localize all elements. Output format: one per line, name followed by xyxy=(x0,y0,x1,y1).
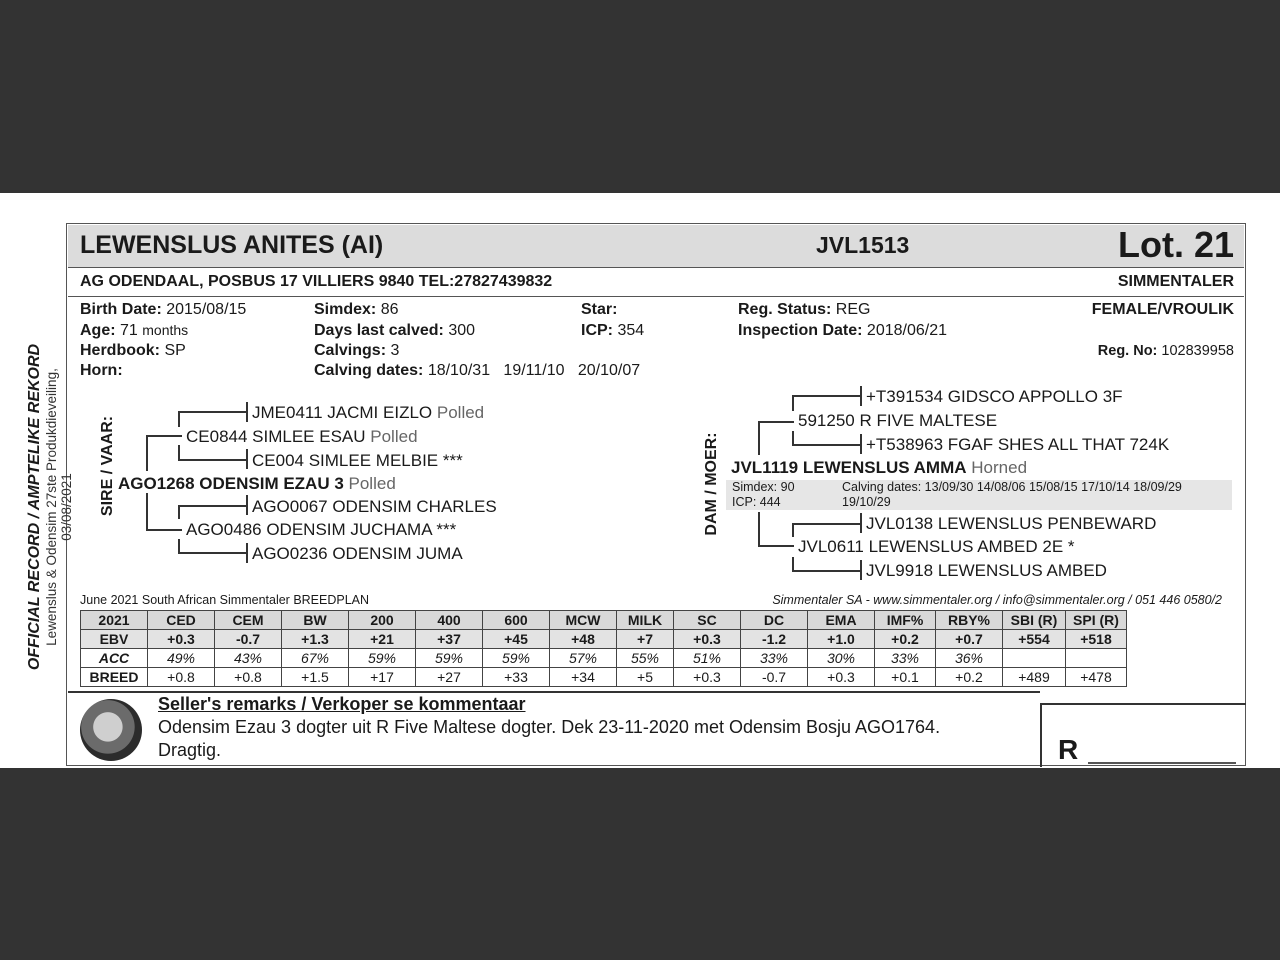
header-cell: 2021 xyxy=(81,611,148,630)
dam-icp: ICP: 444 xyxy=(732,495,781,509)
simdex: Simdex: 86 xyxy=(314,301,399,318)
header-cell: 200 xyxy=(349,611,416,630)
calvings: Calvings: 3 xyxy=(314,342,400,359)
pedigree-line xyxy=(146,435,182,437)
reg-status: Reg. Status: REG xyxy=(738,301,871,318)
dam-dam: JVL0611 LEWENSLUS AMBED 2E * xyxy=(798,537,1075,556)
ebv-cell: +0.3 xyxy=(148,630,215,649)
ebv-cell: +37 xyxy=(416,630,483,649)
acc-cell: 43% xyxy=(215,649,282,668)
pedigree-line xyxy=(792,431,794,445)
pedigree-line xyxy=(860,560,862,580)
dam-sire-sire: +T391534 GIDSCO APPOLLO 3F xyxy=(866,387,1123,406)
dam-sire: 591250 R FIVE MALTESE xyxy=(798,411,998,430)
lot-number: Lot. 21 xyxy=(1117,224,1234,265)
acc-cell xyxy=(1066,649,1127,668)
ebv-cell: +554 xyxy=(1003,630,1066,649)
header-cell: IMF% xyxy=(875,611,936,630)
age: Age: 71 months xyxy=(80,322,189,339)
acc-cell: 59% xyxy=(483,649,550,668)
breed-cell: +27 xyxy=(416,668,483,687)
breed-cell: +0.1 xyxy=(875,668,936,687)
dam-simdex: Simdex: 90 xyxy=(732,480,795,494)
birth-date: Birth Date: 2015/08/15 xyxy=(80,301,247,318)
acc-cell: 49% xyxy=(148,649,215,668)
pedigree-line xyxy=(792,395,860,397)
header-cell: SBI (R) xyxy=(1003,611,1066,630)
herdbook: Herdbook: SP xyxy=(80,342,186,359)
ebv-cell: +7 xyxy=(617,630,674,649)
sire-dam: AGO0486 ODENSIM JUCHAMA *** xyxy=(186,520,457,539)
reg-number: Reg. No: 102839958 xyxy=(1097,343,1234,359)
side-caption xyxy=(26,337,74,677)
pedigree-line xyxy=(758,545,794,547)
table-row-acc xyxy=(81,649,1127,668)
acc-cell: 33% xyxy=(741,649,808,668)
pedigree-line xyxy=(860,386,862,406)
acc-cell: 67% xyxy=(282,649,349,668)
sire-sire: CE0844 SIMLEE ESAU Polled xyxy=(186,427,418,446)
divider xyxy=(68,691,1040,693)
acc-cell: 55% xyxy=(617,649,674,668)
header-cell: MILK xyxy=(617,611,674,630)
acc-cell: 57% xyxy=(550,649,617,668)
pedigree-line xyxy=(146,493,148,529)
breedplan-caption: June 2021 South African Simmentaler BREEDPLAN xyxy=(80,593,370,607)
breed-cell: BREED xyxy=(81,668,148,687)
header-cell: RBY% xyxy=(936,611,1003,630)
icp: ICP: 354 xyxy=(581,322,645,339)
ebv-cell: +45 xyxy=(483,630,550,649)
pedigree-line xyxy=(146,435,148,471)
breed-cell: +478 xyxy=(1066,668,1127,687)
animal-code: JVL1513 xyxy=(816,232,910,258)
sire: AGO1268 ODENSIM EZAU 3 Polled xyxy=(118,474,396,493)
sale-caption: Lewenslus & Odensim 27ste Produkdieveiling, 03/08/2021 xyxy=(44,368,74,646)
remarks-text-1: Odensim Ezau 3 dogter uit R Five Maltese dogter. Dek 23-11-2020 met Odensim Bosju AGO1764. xyxy=(158,717,941,737)
owner-bar xyxy=(68,268,1244,297)
ebv-cell: +0.3 xyxy=(674,630,741,649)
society-logo-icon xyxy=(80,699,142,761)
lot-card xyxy=(0,193,1280,768)
divider xyxy=(1040,703,1042,767)
pedigree-line xyxy=(246,495,248,515)
price-label: R xyxy=(1058,734,1079,765)
pedigree-line xyxy=(178,459,246,461)
pedigree-line xyxy=(792,395,794,411)
sire-sire-sire: JME0411 JACMI EIZLO Polled xyxy=(252,403,485,422)
header-cell: MCW xyxy=(550,611,617,630)
ebv-cell: -0.7 xyxy=(215,630,282,649)
pedigree-line xyxy=(178,411,180,427)
breed-cell: +0.3 xyxy=(808,668,875,687)
header-cell: SC xyxy=(674,611,741,630)
pedigree-line xyxy=(792,557,794,571)
remarks-text-2: Dragtig. xyxy=(158,740,222,760)
dam-calving-dates-2: 19/10/29 xyxy=(842,495,891,509)
pedigree-line xyxy=(246,449,248,469)
inspection-date: Inspection Date: 2018/06/21 xyxy=(738,322,947,339)
acc-cell: 51% xyxy=(674,649,741,668)
title-bar xyxy=(68,225,1244,268)
breed-cell: +17 xyxy=(349,668,416,687)
header-cell: BW xyxy=(282,611,349,630)
ebv-cell: EBV xyxy=(81,630,148,649)
remarks-title: Seller's remarks / Verkoper se kommentaar xyxy=(158,694,526,714)
pedigree-line xyxy=(178,411,246,413)
ebv-cell: +0.2 xyxy=(875,630,936,649)
breed-cell: +0.3 xyxy=(674,668,741,687)
breed-cell: -0.7 xyxy=(741,668,808,687)
table-header-row xyxy=(81,611,1127,630)
breed-cell: +0.8 xyxy=(148,668,215,687)
pedigree-line xyxy=(246,402,248,422)
ebv-cell: +48 xyxy=(550,630,617,649)
calving-dates: Calving dates: 18/10/31 19/11/10 20/10/07 xyxy=(314,362,641,379)
sex: FEMALE/VROULIK xyxy=(1091,301,1234,318)
pedigree-line xyxy=(860,434,862,454)
header-cell: CEM xyxy=(215,611,282,630)
dam: JVL1119 LEWENSLUS AMMA Horned xyxy=(731,458,1028,477)
animal-name: LEWENSLUS ANITES (AI) xyxy=(80,231,384,259)
dam-calving-dates: Calving dates: 13/09/30 14/08/06 15/08/15 17/10/14 18/09/29 xyxy=(842,480,1182,494)
header-cell: CED xyxy=(148,611,215,630)
table-row-ebv xyxy=(81,630,1127,649)
dam-dam-dam: JVL9918 LEWENSLUS AMBED xyxy=(866,561,1107,580)
breed-cell: +5 xyxy=(617,668,674,687)
ebv-cell: -1.2 xyxy=(741,630,808,649)
pedigree-line xyxy=(758,421,760,455)
pedigree-line xyxy=(792,444,860,446)
pedigree-line xyxy=(792,523,860,525)
acc-cell: 33% xyxy=(875,649,936,668)
sire-sire-dam: CE004 SIMLEE MELBIE *** xyxy=(252,451,463,470)
dam-dam-sire: JVL0138 LEWENSLUS PENBEWARD xyxy=(866,514,1157,533)
ebv-cell: +0.7 xyxy=(936,630,1003,649)
sire-dam-sire: AGO0067 ODENSIM CHARLES xyxy=(252,497,497,516)
pedigree-line xyxy=(860,513,862,533)
breedplan-contact: Simmentaler SA - www.simmentaler.org / info@simmentaler.org / 051 446 0580/2 xyxy=(772,593,1222,607)
acc-cell: 59% xyxy=(349,649,416,668)
acc-cell: 36% xyxy=(936,649,1003,668)
pedigree-line xyxy=(178,505,180,519)
breedplan-table xyxy=(80,610,1127,687)
breed-cell: +489 xyxy=(1003,668,1066,687)
ebv-cell: +1.3 xyxy=(282,630,349,649)
official-record-label: OFFICIAL RECORD / AMPTELIKE REKORD xyxy=(26,343,43,671)
pedigree-line xyxy=(792,570,860,572)
dam-stats-box xyxy=(726,480,1232,510)
pedigree-line xyxy=(758,421,794,423)
horn-label: Horn: xyxy=(80,362,123,379)
acc-cell xyxy=(1003,649,1066,668)
pedigree-line xyxy=(178,539,180,553)
pedigree-line xyxy=(758,512,760,546)
pedigree-line xyxy=(178,552,246,554)
acc-cell: ACC xyxy=(81,649,148,668)
dam-label: DAM / MOER: xyxy=(703,432,720,536)
breed-cell: +0.2 xyxy=(936,668,1003,687)
days-last-calved: Days last calved: 300 xyxy=(314,322,476,339)
pedigree-line xyxy=(146,529,182,531)
ebv-cell: +1.0 xyxy=(808,630,875,649)
ebv-cell: +518 xyxy=(1066,630,1127,649)
header-cell: SPI (R) xyxy=(1066,611,1127,630)
price-input-line[interactable] xyxy=(1088,762,1236,764)
pedigree-line xyxy=(792,523,794,537)
pedigree-line xyxy=(178,505,246,507)
header-cell: EMA xyxy=(808,611,875,630)
header-cell: 600 xyxy=(483,611,550,630)
acc-cell: 59% xyxy=(416,649,483,668)
header-cell: 400 xyxy=(416,611,483,630)
header-cell: DC xyxy=(741,611,808,630)
dam-sire-dam: +T538963 FGAF SHES ALL THAT 724K xyxy=(866,435,1170,454)
table-row-breed xyxy=(81,668,1127,687)
breed-cell: +0.8 xyxy=(215,668,282,687)
breed-cell: +33 xyxy=(483,668,550,687)
breed-name: SIMMENTALER xyxy=(1117,273,1234,290)
sire-dam-dam: AGO0236 ODENSIM JUMA xyxy=(252,544,463,563)
ebv-cell: +21 xyxy=(349,630,416,649)
acc-cell: 30% xyxy=(808,649,875,668)
sire-label: SIRE / VAAR: xyxy=(99,415,116,517)
divider xyxy=(1040,703,1246,705)
breed-cell: +1.5 xyxy=(282,668,349,687)
breed-cell: +34 xyxy=(550,668,617,687)
pedigree-line xyxy=(246,543,248,563)
owner-address: AG ODENDAAL, POSBUS 17 VILLIERS 9840 TEL:27827439832 xyxy=(80,273,553,290)
star-label: Star: xyxy=(581,301,618,318)
